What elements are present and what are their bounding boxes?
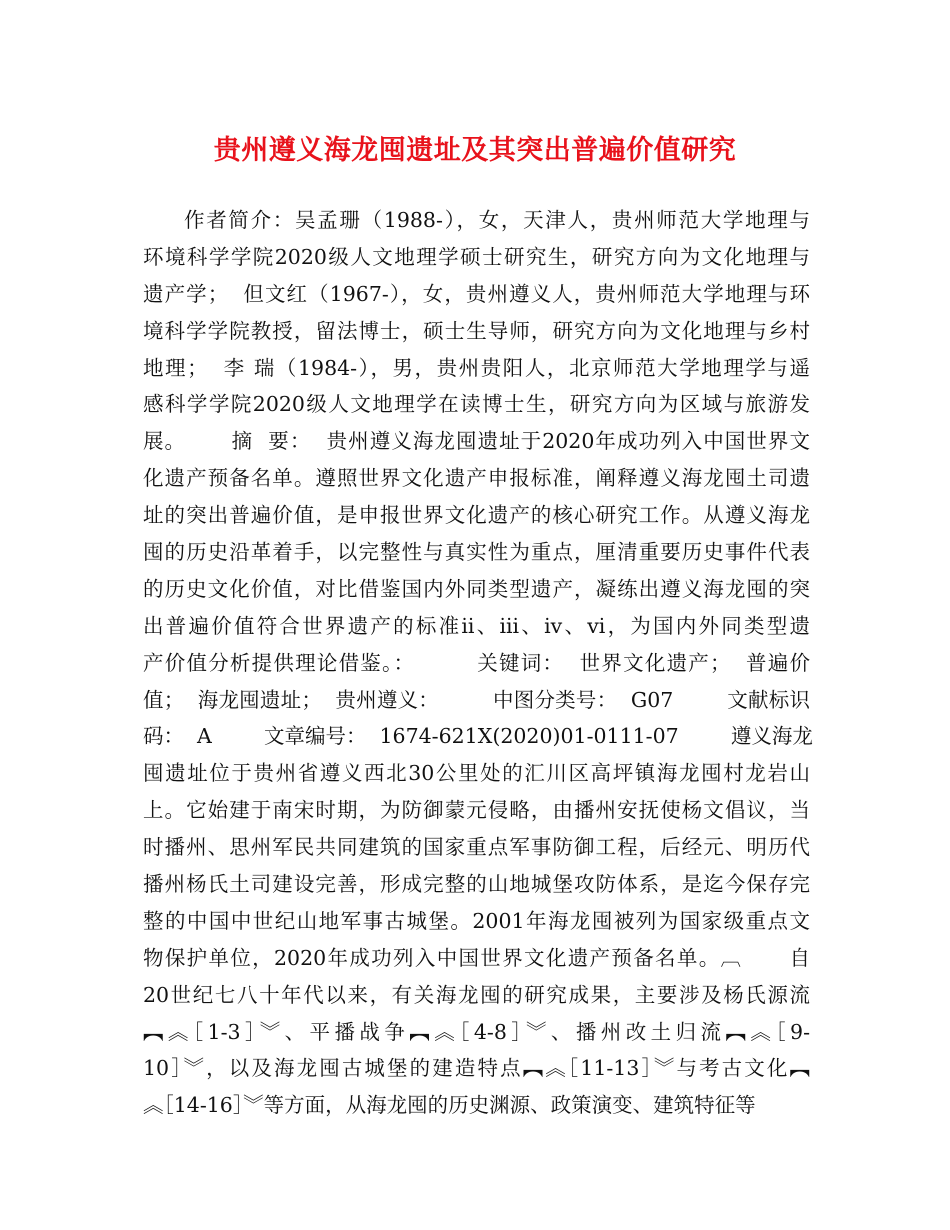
text-line: 值； 海龙囤遗址； 贵州遵义： 中图分类号： G07 文献标识 bbox=[143, 687, 810, 712]
text-line: 地理； 李 瑞（1984-），男，贵州贵阳人，北京师范大学地理学与遥 bbox=[143, 355, 810, 380]
text-line: 播州杨氏土司建设完善，形成完整的山地城堡攻防体系，是迄今保存完 bbox=[143, 872, 810, 897]
document-body bbox=[143, 202, 813, 1124]
text-line: 码： A 文章编号： 1674-621X(2020)01-0111-07 遵义海龙 bbox=[143, 724, 813, 749]
text-line: 囤遗址位于贵州省遵义西北30公里处的汇川区高坪镇海龙囤村龙岩山 bbox=[143, 761, 810, 786]
document-title: 贵州遵义海龙囤遗址及其突出普遍价值研究 bbox=[213, 135, 737, 166]
text-line: ︻︽［1-3］︾、平播战争︻︽［4-8］︾、播州改土归流︻︽［9- bbox=[143, 1019, 810, 1044]
text-line: ︽［14-16］︾等方面，从海龙囤的历史渊源、政策演变、建筑特征等 bbox=[143, 1093, 756, 1118]
text-line: 囤的历史沿革着手，以完整性与真实性为重点，厘清重要历史事件代表 bbox=[143, 540, 810, 565]
text-line: 上。它始建于南宋时期，为防御蒙元侵略，由播州安抚使杨文倡议，当 bbox=[143, 798, 810, 823]
text-line: 物保护单位，2020年成功列入中国世界文化遗产预备名单。︹ 自 bbox=[143, 945, 810, 970]
text-line: 10］︾，以及海龙囤古城堡的建造特点︻︽［11-13］︾与考古文化︻ bbox=[143, 1056, 810, 1081]
text-line: 址的突出普遍价值，是申报世界文化遗产的核心研究工作。从遵义海龙 bbox=[143, 503, 810, 528]
text-line: 环境科学学院2020级人文地理学硕士研究生，研究方向为文化地理与 bbox=[143, 244, 810, 269]
text-line: 出普遍价值符合世界遗产的标准ii、iii、iv、vi，为国内外同类型遗 bbox=[143, 613, 810, 638]
text-line: 遗产学； 但文红（1967-），女，贵州遵义人，贵州师范大学地理与环 bbox=[143, 281, 810, 306]
text-line: 产价值分析提供理论借鉴。： 关键词： 世界文化遗产； 普遍价 bbox=[143, 650, 810, 675]
text-line: 20世纪七八十年代以来，有关海龙囤的研究成果，主要涉及杨氏源流 bbox=[143, 982, 810, 1007]
text-line: 化遗产预备名单。遵照世界文化遗产申报标准，阐释遵义海龙囤土司遗 bbox=[143, 466, 810, 491]
text-line: 时播州、思州军民共同建筑的国家重点军事防御工程，后经元、明历代 bbox=[143, 835, 810, 860]
text-line: 感科学学院2020级人文地理学在读博士生，研究方向为区域与旅游发 bbox=[143, 392, 810, 417]
text-line: 作者简介：吴孟珊（1988-），女，天津人，贵州师范大学地理与 bbox=[184, 208, 810, 232]
text-line: 展。 摘 要： 贵州遵义海龙囤遗址于2020年成功列入中国世界文 bbox=[143, 429, 810, 454]
text-line: 的历史文化价值，对比借鉴国内外同类型遗产，凝练出遵义海龙囤的突 bbox=[143, 576, 810, 601]
text-line: 整的中国中世纪山地军事古城堡。2001年海龙囤被列为国家级重点文 bbox=[143, 908, 810, 933]
text-line: 境科学学院教授，留法博士，硕士生导师，研究方向为文化地理与乡村 bbox=[143, 318, 810, 343]
